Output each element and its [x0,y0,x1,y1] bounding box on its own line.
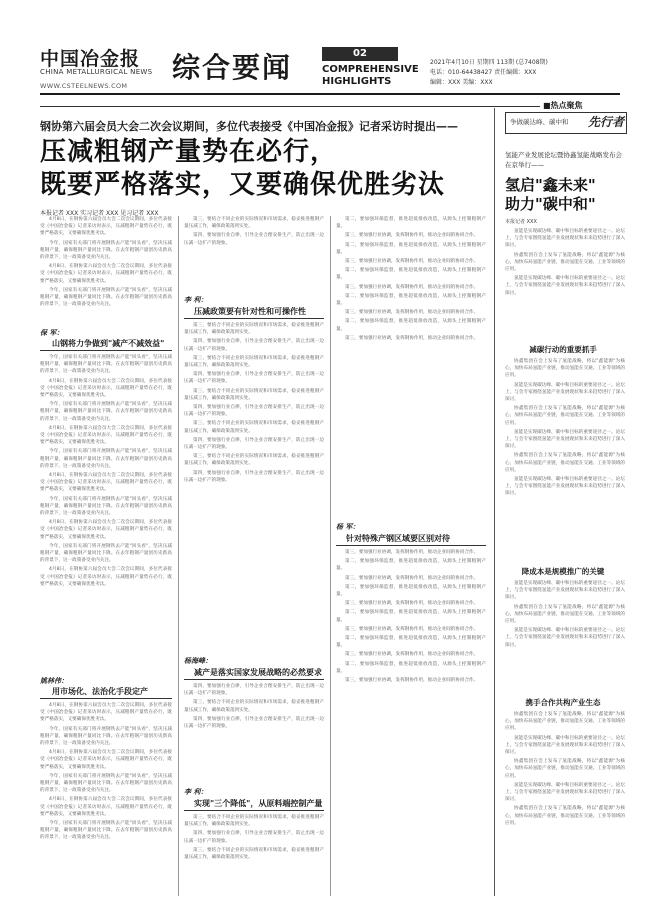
sidebar-tag-label: 争做碳达峰、碳中和 [510,118,569,126]
subhead-rule [184,318,324,319]
comment-tag: 杨海峰： [184,657,212,665]
comment-tag: 姚林伟： [40,677,68,685]
comment-tag: 李 利： [184,788,208,796]
sidebar-subhead: 降成本是规模推广的关键 [521,567,605,576]
sidebar-kicker: 氢能产业发展论坛暨协鑫氢能战略发布会在京举行—— [505,151,622,169]
hot-focus-label: ■热点聚焦 [543,101,583,110]
subhead-rule [40,350,172,351]
lead-subhead: 山钢将力争做到"减产不减效益" [52,339,165,348]
lead-column-1-a: 4月8日，在钢协第六届会员大会二次会议期间，多位代表接受《中国冶金报》记者采访时表示，压减粗钢产量势在必行，既要严格落实，又要确保优胜劣汰。 今年，国家有关部门将开展钢铁去产能"回头看"，坚决压减粗钢产量，确保粗钢产量同比下降。在去年粗钢产量创历史新高的背景下，这一政策备受业内关注。 4月8日，在钢协第六届会员大会二次会议期间，多位代表接受《中国冶金报》记者采访时表示，压减粗钢产量势在必行，既要严格落实，又要确保优胜劣汰。 今年，国家有关部门将开展钢铁去产能"回头看"，坚决压减粗钢产量，确保粗钢产量同比下降。在去年粗钢产量创历史新高的背景下，这一政策备受业内关注。 [40,217,172,308]
sidebar-divider [494,108,495,896]
lead-subhead: 减产是落实国家发展战略的必然要求 [194,668,322,677]
lead-column-1-b: 今年，国家有关部门将开展钢铁去产能"回头看"，坚决压减粗钢产量，确保粗钢产量同比下降。在去年粗钢产量创历史新高的背景下，这一政策备受业内关注。 4月8日，在钢协第六届会员大会二次会议期间，多位代表接受《中国冶金报》记者采访时表示，压减粗钢产量势在必行，既要严格落实，又要确保优胜劣汰。 今年，国家有关部门将开展钢铁去产能"回头看"，坚决压减粗钢产量，确保粗钢产量同比下降。在去年粗钢产量创历史新高的背景下，这一政策备受业内关注。 4月8日，在钢协第六届会员大会二次会议期间，多位代表接受《中国冶金报》记者采访时表示，压减粗钢产量势在必行，既要严格落实，又要确保优胜劣汰。 今年，国家有关部门将开展钢铁去产能"回头看"，坚决压减粗钢产量，确保粗钢产量同比下降。在去年粗钢产量创历史新高的背景下，这一政策备受业内关注。 4月8日，在钢协第六届会员大会二次会议期间，多位代表接受《中国冶金报》记者采访时表示，压减粗钢产量势在必行，既要严格落实，又要确保优胜劣汰。 今年，国家有关部门将开展钢铁去产能"回头看"，坚决压减粗钢产量，确保粗钢产量同比下降。在去年粗钢产量创历史新高的背景下，这一政策备受业内关注。 4月8日，在钢协第六届会员大会二次会议期间，多位代表接受《中国冶金报》记者采访时表示，压减粗钢产量势在必行，既要严格落实，又要确保优胜劣汰。 今年，国家有关部门将开展钢铁去产能"回头看"，坚决压减粗钢产量，确保粗钢产量同比下降。在去年粗钢产量创历史新高的背景下，这一政策备受业内关注。 4月8日，在钢协第六届会员大会二次会议期间，多位代表接受《中国冶金报》记者采访时表示，压减粗钢产量势在必行，既要严格落实，又要确保优胜劣汰。 [40,355,172,587]
sidebar-column-d: 协鑫集团在会上发布了氢能战略，将以"鑫能源"为核心，加快布局氢能产业链，推动氢能在交通、工业等领域的应用。 氢能是实现碳达峰、碳中和目标的重要途径之一。论坛上，与会专家围绕氢能产业发展现状和未来趋势进行了深入探讨。 协鑫集团在会上发布了氢能战略，将以"鑫能源"为核心，加快布局氢能产业链，推动氢能在交通、工业等领域的应用。 氢能是实现碳达峰、碳中和目标的重要途径之一。论坛上，与会专家围绕氢能产业发展现状和未来趋势进行了深入探讨。 协鑫集团在会上发布了氢能战略，将以"鑫能源"为核心，加快布局氢能产业链，推动氢能在交通、工业等领域的应用。 [505,712,625,826]
lead-column-2-b: 第三，要结合不同企业的实际情况和市场需求，稳妥推进粗钢产量压减工作，确保政策落到实处。 第四，要加强行业自律，引导企业合理安排生产，防止出现一边压减一边扩产的现象。 第三，要结合不同企业的实际情况和市场需求，稳妥推进粗钢产量压减工作，确保政策落到实处。 第四，要加强行业自律，引导企业合理安排生产，防止出现一边压减一边扩产的现象。 第三，要结合不同企业的实际情况和市场需求，稳妥推进粗钢产量压减工作，确保政策落到实处。 第四，要加强行业自律，引导企业合理安排生产，防止出现一边压减一边扩产的现象。 第三，要结合不同企业的实际情况和市场需求，稳妥推进粗钢产量压减工作，确保政策落到实处。 第四，要加强行业自律，引导企业合理安排生产，防止出现一边压减一边扩产的现象。 第三，要结合不同企业的实际情况和市场需求，稳妥推进粗钢产量压减工作，确保政策落到实处。 第四，要加强行业自律，引导企业合理安排生产，防止出现一边压减一边扩产的现象。 [184,323,324,483]
sidebar-column-c: 氢能是实现碳达峰、碳中和目标的重要途径之一。论坛上，与会专家围绕氢能产业发展现状和未来趋势进行了深入探讨。 协鑫集团在会上发布了氢能战略，将以"鑫能源"为核心，加快布局氢能产业链，推动氢能在交通、工业等领域的应用。 氢能是实现碳达峰、碳中和目标的重要途径之一。论坛上，与会专家围绕氢能产业发展现状和未来趋势进行了深入探讨。 [505,581,625,648]
subhead-rule [40,698,172,699]
lead-column-1-c: 4月8日，在钢协第六届会员大会二次会议期间，多位代表接受《中国冶金报》记者采访时表示，压减粗钢产量势在必行，既要严格落实，又要确保优胜劣汰。 今年，国家有关部门将开展钢铁去产能"回头看"，坚决压减粗钢产量，确保粗钢产量同比下降。在去年粗钢产量创历史新高的背景下，这一政策备受业内关注。 4月8日，在钢协第六届会员大会二次会议期间，多位代表接受《中国冶金报》记者采访时表示，压减粗钢产量势在必行，既要严格落实，又要确保优胜劣汰。 今年，国家有关部门将开展钢铁去产能"回头看"，坚决压减粗钢产量，确保粗钢产量同比下降。在去年粗钢产量创历史新高的背景下，这一政策备受业内关注。 4月8日，在钢协第六届会员大会二次会议期间，多位代表接受《中国冶金报》记者采访时表示，压减粗钢产量势在必行，既要严格落实，又要确保优胜劣汰。 今年，国家有关部门将开展钢铁去产能"回头看"，坚决压减粗钢产量，确保粗钢产量同比下降。在去年粗钢产量创历史新高的背景下，这一政策备受业内关注。 [40,703,172,841]
comment-tag: 保 军： [40,329,64,337]
lead-subhead: 用市场化、法治化手段定产 [52,687,148,696]
column-divider [178,216,179,896]
sidebar-byline: 本报记者 XXX [505,219,537,225]
newspaper-logo: 中国冶金报 [40,48,141,70]
sidebar-subhead: 减碳行动的重要抓手 [529,345,597,354]
subhead-rule [184,810,324,811]
lead-subhead: 针对特殊产钢区域要区别对待 [346,534,450,543]
sidebar-headline: 氢启"鑫未来" 助力"碳中和" [505,176,596,213]
sidebar-tag-mark: 先行者 [588,115,625,129]
lead-column-2-a: 第三，要结合不同企业的实际情况和市场需求，稳妥推进粗钢产量压减工作，确保政策落到实处。 第四，要加强行业自律，引导企业合理安排生产，防止出现一边压减一边扩产的现象。 [184,217,324,246]
masthead-rule [40,93,620,95]
comment-tag: 杨 军： [336,523,360,531]
comment-tag: 李 利： [184,296,208,304]
lead-subhead: 实现"三个降低"，从原料端控制产量 [194,799,323,808]
subhead-rule [336,545,486,546]
lead-byline: 本报记者 XXX 实习记者 XXX 见习记者 XXX [40,210,159,217]
subhead-rule [184,679,324,680]
sidebar-column-a: 氢能是实现碳达峰、碳中和目标的重要途径之一。论坛上，与会专家围绕氢能产业发展现状和未来趋势进行了深入探讨。 协鑫集团在会上发布了氢能战略，将以"鑫能源"为核心，加快布局氢能产业链，推动氢能在交通、工业等领域的应用。 氢能是实现碳达峰、碳中和目标的重要途径之一。论坛上，与会专家围绕氢能产业发展现状和未来趋势进行了深入探讨。 [505,229,625,296]
section-title: 综合要闻 [172,51,293,84]
lead-subhead: 压减政策要有针对性和可操作性 [194,307,306,316]
issue-meta: 2021年4月10日 星期四 113期 (总7408期) 电话：010-64438427 责任编辑：XXX 编辑：XXX 美编：XXX [430,59,548,86]
lead-column-3-a: 第二，要加强环保监督，推进超低排放改造，从源头上控制粗钢产量。 第三，要加强行业协调，发挥钢协作用，推动企业间的协同合作。 第二，要加强环保监督，推进超低排放改造，从源头上控制粗钢产量。 第三，要加强行业协调，发挥钢协作用，推动企业间的协同合作。 第二，要加强环保监督，推进超低排放改造，从源头上控制粗钢产量。 第三，要加强行业协调，发挥钢协作用，推动企业间的协同合作。 第二，要加强环保监督，推进超低排放改造，从源头上控制粗钢产量。 第三，要加强行业协调，发挥钢协作用，推动企业间的协同合作。 第二，要加强环保监督，推进超低排放改造，从源头上控制粗钢产量。 第三，要加强行业协调，发挥钢协作用，推动企业间的协同合作。 [336,217,486,341]
lead-kicker: 钢协第六届会员大会二次会议期间，多位代表接受《中国冶金报》记者采访时提出—— [40,120,458,133]
sidebar-column-b: 协鑫集团在会上发布了氢能战略，将以"鑫能源"为核心，加快布局氢能产业链，推动氢能在交通、工业等领域的应用。 氢能是实现碳达峰、碳中和目标的重要途径之一。论坛上，与会专家围绕氢能产业发展现状和未来趋势进行了深入探讨。 协鑫集团在会上发布了氢能战略，将以"鑫能源"为核心，加快布局氢能产业链，推动氢能在交通、工业等领域的应用。 氢能是实现碳达峰、碳中和目标的重要途径之一。论坛上，与会专家围绕氢能产业发展现状和未来趋势进行了深入探讨。 协鑫集团在会上发布了氢能战略，将以"鑫能源"为核心，加快布局氢能产业链，推动氢能在交通、工业等领域的应用。 氢能是实现碳达峰、碳中和目标的重要途径之一。论坛上，与会专家围绕氢能产业发展现状和未来趋势进行了深入探讨。 [505,359,625,497]
sidebar-subhead: 携手合作共构产业生态 [525,698,601,707]
lead-column-2-c: 第四，要加强行业自律，引导企业合理安排生产，防止出现一边压减一边扩产的现象。 第三，要结合不同企业的实际情况和市场需求，稳妥推进粗钢产量压减工作，确保政策落到实处。 第四，要加强行业自律，引导企业合理安排生产，防止出现一边压减一边扩产的现象。 [184,684,324,730]
newspaper-url: WWW.CSTEELNEWS.COM [40,82,128,90]
lead-headline: 压减粗钢产量势在必行， 既要严格落实，又要确保优胜劣汰 [40,137,446,200]
section-title-en: COMPREHENSIVE HIGHLIGHTS [322,64,419,87]
lead-column-2-d: 第三，要结合不同企业的实际情况和市场需求，稳妥推进粗钢产量压减工作，确保政策落到实处。 第四，要加强行业自律，引导企业合理安排生产，防止出现一边压减一边扩产的现象。 第三，要结合不同企业的实际情况和市场需求，稳妥推进粗钢产量压减工作，确保政策落到实处。 [184,815,324,861]
page-number: 02 [322,47,398,61]
lead-column-3-b: 第三，要加强行业协调，发挥钢协作用，推动企业间的协同合作。 第二，要加强环保监督，推进超低排放改造，从源头上控制粗钢产量。 第三，要加强行业协调，发挥钢协作用，推动企业间的协同合作。 第二，要加强环保监督，推进超低排放改造，从源头上控制粗钢产量。 第三，要加强行业协调，发挥钢协作用，推动企业间的协同合作。 第二，要加强环保监督，推进超低排放改造，从源头上控制粗钢产量。 第三，要加强行业协调，发挥钢协作用，推动企业间的协同合作。 第二，要加强环保监督，推进超低排放改造，从源头上控制粗钢产量。 第三，要加强行业协调，发挥钢协作用，推动企业间的协同合作。 第二，要加强环保监督，推进超低排放改造，从源头上控制粗钢产量。 第三，要加强行业协调，发挥钢协作用，推动企业间的协同合作。 [336,550,486,684]
column-divider [330,216,331,896]
hot-focus-rule [40,106,540,107]
newspaper-logo-en: CHINA METALLURGICAL NEWS [40,68,153,76]
